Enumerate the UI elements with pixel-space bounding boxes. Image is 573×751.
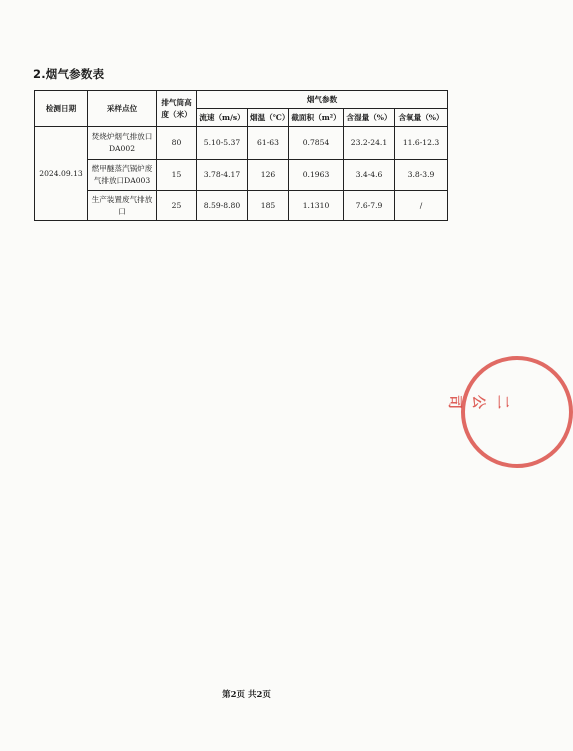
page-footer: 第2页 共2页 (222, 690, 271, 700)
header-flue-gas-params: 烟气参数 (197, 91, 448, 109)
cell-moisture: 7.6-7.9 (344, 191, 395, 221)
cell-point: 焚烧炉烟气排放口DA002 (88, 127, 157, 160)
cell-area: 0.7854 (289, 127, 344, 160)
cell-point: 生产装置废气排放口 (88, 191, 157, 221)
table-row (35, 127, 448, 160)
header-oxygen: 含氧量（%） (395, 109, 448, 127)
header-area: 截面积（m²） (289, 109, 344, 127)
header-flow: 流速（m/s） (197, 109, 248, 127)
cell-oxygen: / (395, 191, 448, 221)
cell-area: 0.1963 (289, 160, 344, 191)
cell-height: 80 (157, 127, 197, 160)
cell-date: 2024.09.13 (35, 127, 88, 221)
table-row (35, 160, 448, 191)
header-moisture: 含湿量（%） (344, 109, 395, 127)
header-sampling-point: 采样点位 (88, 91, 157, 127)
cell-flow: 3.78-4.17 (197, 160, 248, 191)
table-row (35, 191, 448, 221)
cell-point: 燃甲醚蒸汽锅炉废气排放口DA003 (88, 160, 157, 191)
header-stack-height: 排气筒高度（米） (157, 91, 197, 127)
cell-flow: 5.10-5.37 (197, 127, 248, 160)
company-seal (446, 356, 510, 472)
cell-flow: 8.59-8.80 (197, 191, 248, 221)
cell-moisture: 3.4-4.6 (344, 160, 395, 191)
cell-height: 25 (157, 191, 197, 221)
cell-temp: 185 (248, 191, 289, 221)
cell-area: 1.1310 (289, 191, 344, 221)
seal-text: 二公司 (446, 395, 510, 409)
cell-temp: 61-63 (248, 127, 289, 160)
header-date: 检测日期 (35, 91, 88, 127)
cell-height: 15 (157, 160, 197, 191)
cell-moisture: 23.2-24.1 (344, 127, 395, 160)
cell-oxygen: 11.6-12.3 (395, 127, 448, 160)
flue-gas-parameter-table (34, 90, 448, 221)
cell-temp: 126 (248, 160, 289, 191)
header-temp: 烟温（℃） (248, 109, 289, 127)
section-title: 2.烟气参数表 (33, 67, 105, 81)
cell-oxygen: 3.8-3.9 (395, 160, 448, 191)
